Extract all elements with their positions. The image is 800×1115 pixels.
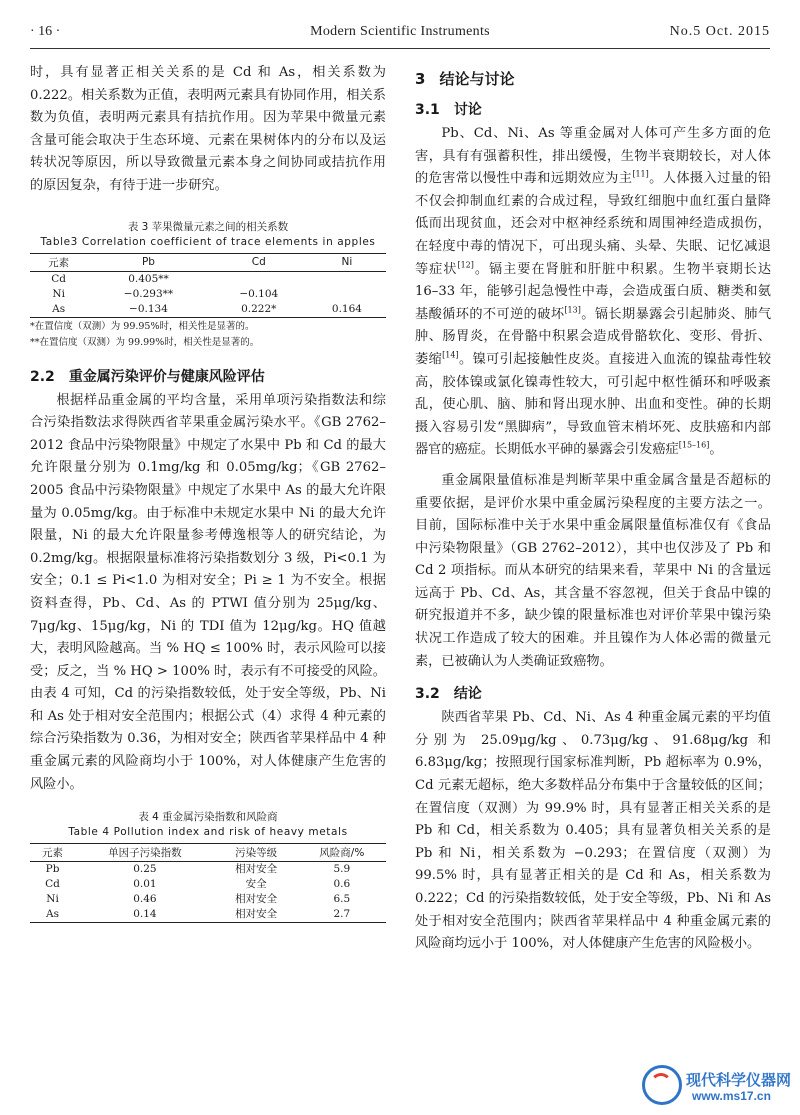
table-cell: 安全 bbox=[245, 878, 267, 891]
table-cell: 0.01 bbox=[133, 878, 157, 891]
watermark-logo bbox=[642, 1065, 792, 1107]
table-cell: 2.7 bbox=[298, 907, 386, 923]
table-row bbox=[30, 271, 386, 287]
table3-note: **在置信度（双测）为 99.99%时，相关性是显著的。 bbox=[30, 336, 260, 348]
table4-header: 污染等级 bbox=[215, 844, 298, 862]
text-run: 。镍可引起接触性皮炎。直接进入血流的镍盐毒性较高，胶体镍或氯化镍毒性较大，可引起中枢性循环和呼吸紊乱，使心肌、脑、肺和肾出现水肿、出血和变性。砷的长期摄入容易引发“黑脚病”，导致血管末梢坏死、皮肤癌和内部器官的癌症。长期低水平砷的暴露会引发癌症 bbox=[415, 351, 772, 458]
text-run: 。人体摄入过量的铅不仅会抑制血红素的合成过程，导致红细胞中血红蛋白量降低而出现贫血，还会对中枢神经系统和周围神经造成损伤，在轻度中毒的情况下，可出现头痛、头晕、失眠、记忆减退等症状 bbox=[415, 171, 772, 277]
table3-header: 元素 bbox=[30, 253, 87, 271]
table4-header: 单因子污染指数 bbox=[75, 844, 215, 862]
citation: [12] bbox=[457, 260, 474, 270]
text-run: 。 bbox=[709, 442, 723, 458]
table-cell: 0.6 bbox=[333, 878, 351, 891]
table-cell: 相对安全 bbox=[215, 907, 298, 923]
section-number: 3.2 bbox=[415, 686, 440, 703]
section-3-heading bbox=[415, 68, 771, 89]
table-cell bbox=[308, 271, 386, 287]
table-cell: 5.9 bbox=[333, 863, 351, 876]
citation: [13] bbox=[564, 305, 581, 315]
table-cell: 6.5 bbox=[333, 893, 351, 906]
table-row bbox=[30, 907, 386, 923]
right-column bbox=[415, 62, 771, 1075]
table-cell: Cd bbox=[51, 272, 67, 285]
header-rule bbox=[30, 48, 770, 49]
table4-header: 元素 bbox=[30, 844, 75, 862]
table3-header: Ni bbox=[308, 253, 386, 271]
section-title: 结论 bbox=[453, 686, 482, 703]
conclusion-paragraph: 陕西省苹果 Pb、Cd、Ni、As 4 种重金属元素的平均值分别为 25.09μg/kg、0.73μg/kg、91.68μg/kg 和 6.83μg/kg；按照现行国家标准判断，Pb 超标率为 0.9%，Cd 元素无超标，绝大多数样品分布集中于含量较低的区间；在置信度（双测）为 99.9% 时，具有显著正相关关系的是 Pb 和 Cd，相关系数为 0.405；具有显著负相关关系的是 Pb 和 Ni，相关系数为 −0.293；在置信度（双测）为 99.5% 时，具有显著正相关的是 Cd 和 As，相关系数为 0.222；Cd 的污染指数较低，处于安全等级，Pb、Ni 和 As 处于相对安全范围内；陕西省苹果样品中 4 种重金属元素的风险商均远小于 100%，对人体健康产生危害的风险极小。 bbox=[415, 710, 771, 952]
text-run: Pb、Cd、Ni、As 等重金属对人体可产生多方面的危害，具有有强蓄积性，排出缓慢，生物半衰期较长，对人体的危害常以慢性中毒和远期效应为主 bbox=[415, 126, 771, 187]
page-number: · 16 · bbox=[30, 24, 61, 39]
swoosh-icon bbox=[650, 1073, 672, 1095]
journal-title: Modern Scientific Instruments bbox=[310, 24, 490, 39]
table-cell: As bbox=[30, 302, 87, 318]
table-cell: −0.134 bbox=[87, 302, 209, 318]
table-cell: 0.46 bbox=[133, 893, 157, 906]
table3-caption-en: Table3 Correlation coefficient of trace elements in apples bbox=[40, 235, 376, 248]
table3-header: Pb bbox=[87, 253, 209, 271]
watermark-text: 现代科学仪器网 bbox=[686, 1071, 792, 1089]
section-3-2-heading bbox=[415, 683, 771, 703]
issue-info: No.5 Oct. 2015 bbox=[669, 24, 770, 39]
table-row bbox=[30, 287, 386, 302]
table-cell: Cd bbox=[45, 878, 60, 891]
watermark-url: www.ms17.cn bbox=[692, 1089, 771, 1103]
table4-caption-en: Table 4 Pollution index and risk of heavy metals bbox=[68, 826, 348, 839]
table-cell: 0.405** bbox=[128, 272, 169, 285]
table-cell: Pb bbox=[45, 863, 60, 876]
table-cell: 相对安全 bbox=[235, 893, 278, 906]
table3-caption-cn: 表 3 苹果微量元素之间的相关系数 bbox=[127, 220, 289, 233]
section-3-1-heading bbox=[415, 99, 771, 119]
discussion-paragraph-1 bbox=[415, 123, 771, 462]
citation: [14] bbox=[442, 350, 459, 360]
table-row bbox=[30, 892, 386, 907]
citation: [11] bbox=[632, 169, 649, 179]
citation: [15–16] bbox=[678, 440, 710, 450]
left-column bbox=[30, 62, 386, 1075]
table-cell bbox=[210, 271, 308, 287]
table-cell: 0.14 bbox=[75, 907, 215, 923]
section-number: 2.2 bbox=[30, 368, 55, 385]
table4-pollution-index bbox=[30, 843, 386, 923]
table-cell: 0.164 bbox=[308, 302, 386, 318]
section-number: 3.1 bbox=[415, 102, 440, 118]
table-cell: 0.222* bbox=[210, 302, 308, 318]
text-run: 。镉主要在肾脏和肝脏中积累。生物半衰期长达 16–33 年，能够引起急慢性中毒，会造成蛋白质、糖类和氨基酸循环的不可逆的破坏 bbox=[415, 261, 772, 322]
continued-paragraph: 时，具有显著正相关关系的是 Cd 和 As，相关系数为 0.222。相关系数为正值，表明两元素具有协同作用，相关系数为负值，表明两元素具有拮抗作用。因为苹果中微量元素含量可能会取决于生态环境、元素在果树体内的分布以及运转状况等原因，所以导致微量元素本身之间协同或拮抗作用的原因复杂，有待于进一步研究。 bbox=[30, 65, 386, 193]
section-title: 结论与讨论 bbox=[439, 70, 515, 88]
section-title: 讨论 bbox=[453, 102, 482, 118]
table3-correlation bbox=[30, 253, 386, 318]
table-cell: −0.104 bbox=[239, 287, 279, 300]
table-cell: As bbox=[30, 907, 75, 923]
table4-caption-cn: 表 4 重金属污染指数和风险商 bbox=[138, 811, 278, 824]
text-run: 。镉长期暴露会引起肺炎、肺气肿、肠胃炎，在骨骼中积累会造成骨骼软化、变形、骨折、萎缩 bbox=[415, 306, 772, 367]
discussion-paragraph-2: 重金属限量值标准是判断苹果中重金属含量是否超标的重要依据，是评价水果中重金属污染程度的主要方法之一。目前，国际标准中关于水果中重金属限量值标准仅有《食品中污染物限量》（GB 2762–2012），其中也仅涉及了 Pb 和 Cd 2 项指标。而从本研究的结果来看，苹果中 Ni 的含量远远高于 Pb、Cd、As，其含量不容忽视，但关于食品中镍的研究报道并不多，缺少镍的限量标准也对评价苹果中镍污染状况工作造成了较大的困难。并且镍作为人体必需的微量元素，已被确认为人类确证致癌物。 bbox=[415, 472, 771, 669]
section-title: 重金属污染评价与健康风险评估 bbox=[68, 368, 265, 385]
table4-header: 风险商/% bbox=[298, 844, 386, 862]
section-2-2-paragraph: 根据样品重金属的平均含量，采用单项污染指数法和综合污染指数法求得陕西省苹果重金属污染水平。《GB 2762–2012 食品中污染物限量》中规定了水果中 Pb 和 Cd 的最大允许限量分别为 0.1mg/kg 和 0.05mg/kg；《GB 2762–2005 食品中污染物限量》中规定了水果中 As 的最大允许限量为 0.05mg/kg。由于标准中未规定水果中 Ni 的最大允许限量，Ni 的最大允许限量参考傅逸根等人的研究结论，为 0.2mg/kg。根据限量标准将污染指数划分 3 级，Pi<0.1 为安全；0.1 ≤ Pi<1.0 为相对安全；Pi ≥ 1 为不安全。根据资料查得，Pb、Cd、As 的 PTWI 值分别为 25μg/kg、7μg/kg、15μg/kg，Ni 的 TDI 值为 12μg/kg。HQ 值越大，表明风险越高。当 % HQ ≤ 100% 时，表示风险可以接受；反之，当 % HQ > 100% 时，表示有不可接受的风险。由表 4 可知，Cd 的污染指数较低，处于安全等级，Pb、Ni 和 As 处于相对安全范围内；根据公式（4）求得 4 种元素的综合污染指数为 0.36，为相对安全；陕西省苹果样品中 4 种重金属元素的风险商均小于 100%，对人体健康产生危害的风险小。 bbox=[30, 392, 386, 792]
table-cell: 相对安全 bbox=[235, 863, 278, 876]
table-row bbox=[30, 862, 386, 878]
table-cell: −0.293** bbox=[123, 287, 174, 300]
table-cell bbox=[308, 287, 386, 302]
table3-header: Cd bbox=[210, 253, 308, 271]
table-row bbox=[30, 302, 386, 318]
table-cell: Ni bbox=[46, 893, 59, 906]
table-cell: 0.25 bbox=[133, 863, 157, 876]
table-cell: Ni bbox=[52, 287, 65, 300]
running-header bbox=[30, 24, 770, 46]
section-number: 3 bbox=[415, 70, 426, 88]
table3-note: *在置信度（双测）为 99.95%时，相关性是显著的。 bbox=[30, 320, 255, 332]
section-2-2-heading bbox=[30, 366, 386, 386]
table-row bbox=[30, 877, 386, 892]
